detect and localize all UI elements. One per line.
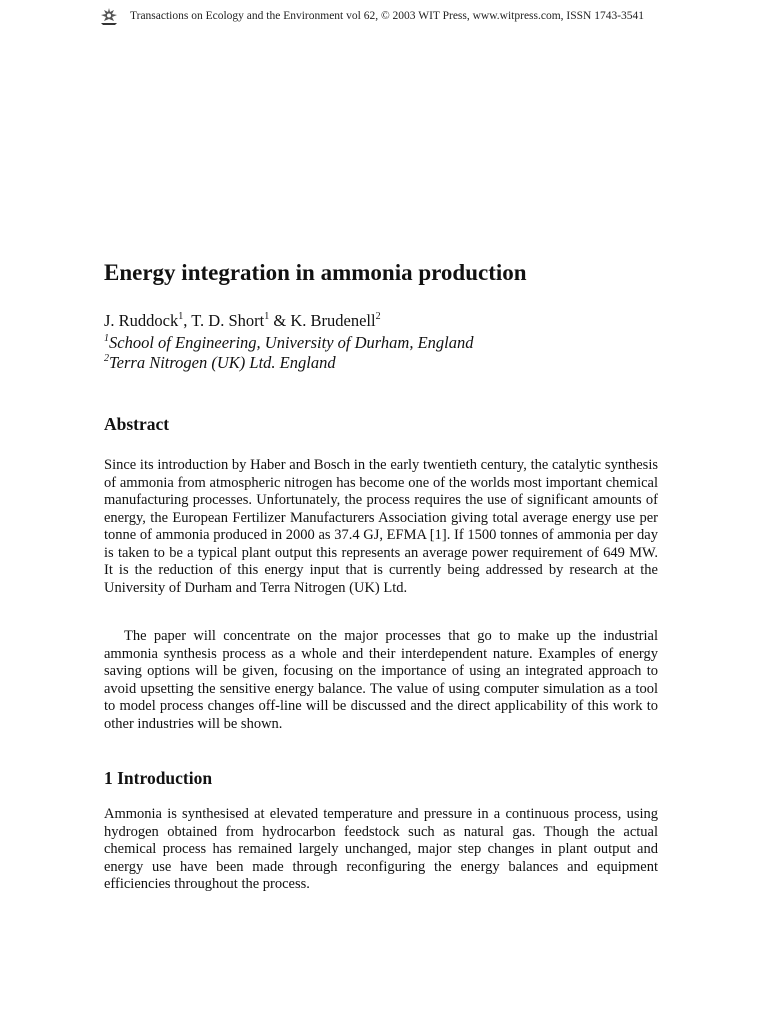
abstract-paragraph-2: The paper will concentrate on the major processes that go to make up the industrial ammonia synthesis process as a whole and their interdependent nature. Examples of energy saving options will be given, focusing on the importance of using an integrated approach to avoid upsetting the sensitive energy balance. The value of using computer simulation as a tool to model process changes off-line will be discussed and the direct applicability of this work to other industries will be shown. [104,628,658,732]
author-name: T. D. Short [191,311,265,330]
affiliation-mark: 1 [104,333,109,344]
abstract-heading: Abstract [104,414,170,434]
author-name: J. Ruddock [104,311,179,330]
affiliation-mark: 1 [264,311,270,322]
paper-title: Energy integration in ammonia production [104,260,527,285]
introduction-heading: 1 Introduction [104,768,213,788]
affiliation-text: School of Engineering, University of Durham, England [109,333,474,352]
author-name: K. Brudenell [290,311,376,330]
introduction-paragraph-1: Ammonia is synthesised at elevated temperature and pressure in a continuous process, using hydrogen obtained from hydrocarbon feedstock such as natural gas. Though the actual chemical process has remained largely unchanged, major step changes in plant output and energy use have been made through reconfiguring the energy balances and equipment efficiencies throughout the process. [104,806,658,892]
author-list [104,311,658,331]
affiliation-mark: 2 [104,353,109,364]
author-separator: , [183,311,192,330]
affiliation-mark: 2 [375,311,381,322]
affiliation-2 [104,353,658,373]
wit-press-logo-icon [98,6,120,26]
journal-header [98,5,678,27]
abstract-paragraph-1: Since its introduction by Haber and Bosch in the early twentieth century, the catalytic synthesis of ammonia from atmospheric nitrogen has become one of the worlds most important chemical manufacturing processes. Unfortunately, the process requires the use of significant amounts of energy, the European Fertilizer Manufacturers Association giving total average energy use per tonne of ammonia produced in 2000 as 37.4 GJ, EFMA [1]. If 1500 tonnes of ammonia per day is taken to be a typical plant output this represents an average power requirement of 649 MW. It is the reduction of this energy input that is currently being addressed by research at the University of Durham and Terra Nitrogen (UK) Ltd. [104,457,658,596]
journal-citation: Transactions on Ecology and the Environment vol 62, © 2003 WIT Press, www.witpress.com, ISSN 1743-3541 [130,10,645,22]
affiliation-1 [104,333,658,353]
affiliation-text: Terra Nitrogen (UK) Ltd. England [109,353,336,372]
affiliation-mark: 1 [178,311,184,322]
author-separator: & [269,311,291,330]
